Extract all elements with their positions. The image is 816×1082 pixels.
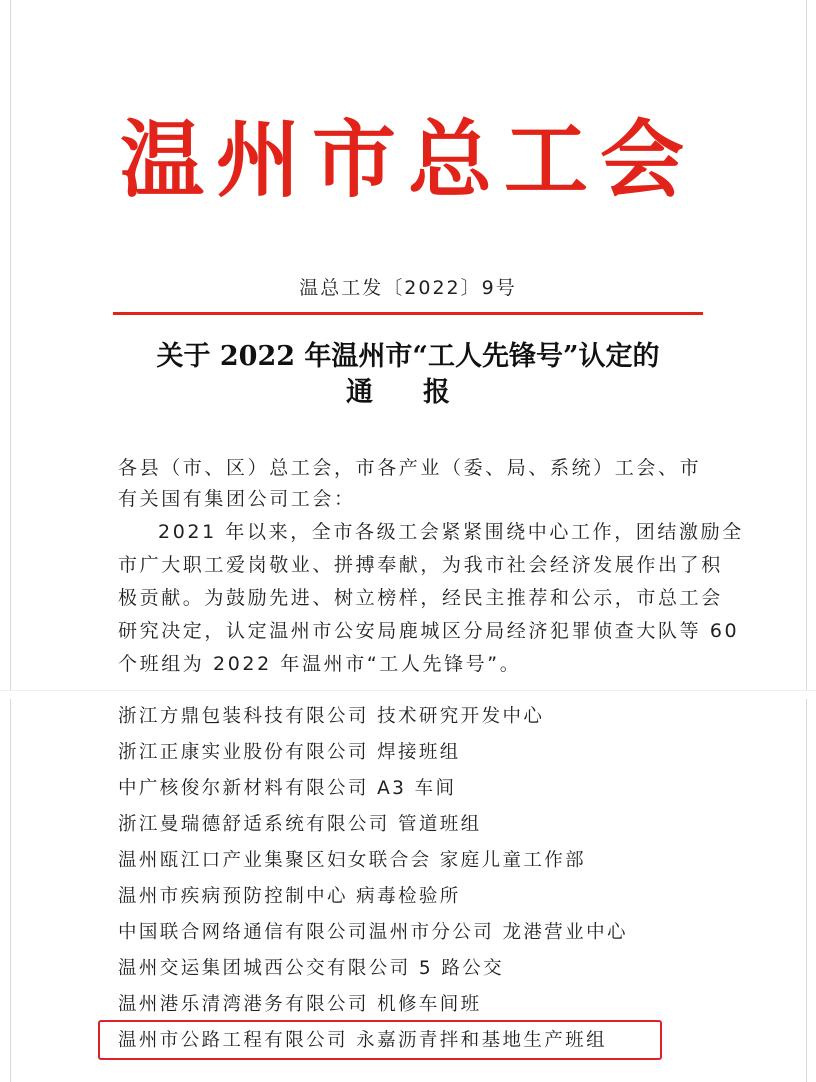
notice-subtitle: 通报 [346,377,500,408]
paragraph-line: 市广大职工爱岗敬业、拼搏奉献，为我市社会经济发展作出了积 [118,554,723,576]
paragraph-line: 研究决定，认定温州市公安局鹿城区分局经济犯罪侦查大队等 60 [118,620,740,642]
award-list [118,700,718,1060]
list-item: 温州交运集团城西公交有限公司 5 路公交 [118,958,505,979]
list-item: 中广核俊尔新材料有限公司 A3 车间 [118,778,457,799]
paragraph-line: 个班组为 2022 年温州市“工人先锋号”。 [118,653,522,675]
list-item: 温州瓯江口产业集聚区妇女联合会 家庭儿童工作部 [118,850,587,871]
list-item: 浙江正康实业股份有限公司 焊接班组 [118,742,461,763]
page-seam [0,690,816,699]
list-item: 浙江曼瑞德舒适系统有限公司 管道班组 [118,814,482,835]
org-title: 温州市总工会 [119,110,696,209]
list-item: 中国联合网络通信有限公司温州市分公司 龙港营业中心 [118,922,628,943]
paragraph-line: 2021 年以来，全市各级工会紧紧围绕中心工作，团结激励全 [158,521,744,543]
list-item: 温州港乐清湾港务有限公司 机修车间班 [118,994,482,1015]
notice-title: 关于 2022 年温州市“工人先锋号”认定的 [156,341,660,372]
list-item: 温州市疾病预防控制中心 病毒检验所 [118,886,461,907]
addressee-line: 有关国有集团公司工会： [118,488,356,510]
document-number: 温总工发〔2022〕9号 [299,277,517,299]
paragraph-line: 极贡献。为鼓励先进、树立榜样，经民主推荐和公示，市总工会 [118,587,723,609]
addressee-line: 各县（市、区）总工会，市各产业（委、局、系统）工会、市 [118,457,702,479]
red-divider-line [113,312,703,315]
highlighted-list-item: 温州市公路工程有限公司 永嘉沥青拌和基地生产班组 [118,1030,607,1051]
list-item: 浙江方鼎包装科技有限公司 技术研究开发中心 [118,706,545,727]
highlight-box [98,1020,662,1060]
